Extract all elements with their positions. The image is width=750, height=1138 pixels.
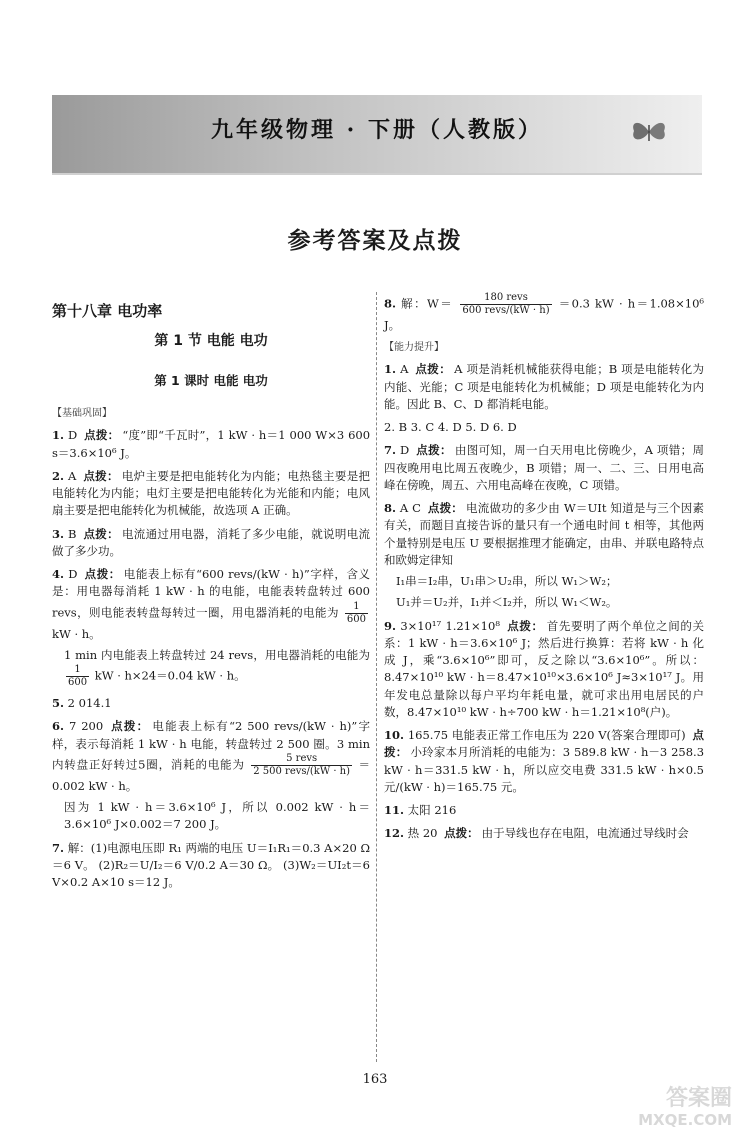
section-title: 第 1 节 电能 电功	[154, 332, 268, 349]
answer-item: 4. D 点拨： 电能表上标有“600 revs/(kW · h)”字样，含义是：用电器每消耗 1 kW · h 的电能，电能表转盘转过 600 revs，则电能表转盘每转过一圈，用电器消耗的电能为 $\frac{1}{600}$ kW · h。 1 min 内电能表上转盘转过 24 revs，用电器消耗的电能为 $\frac{1}{600}$ kW · h×24＝0.04 kW · h。	[52, 567, 371, 688]
answer-item: 8. 解：W＝ $\frac{\text{180 revs}}{\text{600 revs/(kW · h)}}$ ＝0.3 kW · h＝1.08×10⁶ J。	[384, 292, 704, 332]
answer-item: 8. A C 点拨： 电流做功的多少由 W＝UIt 知道是与三个因素有关，而题目直接告诉的量只有一个通电时间 t 相等，其他两个量特别是电压 U 要根据推理才能确定，由串、并联电路特点和欧姆定律知 I₁串＝I₂串，U₁串＞U₂串，所以 W₁＞W₂； U₁并＝U₂并，I₁并＜I₂并，所以 W₁＜W₂。	[384, 501, 705, 610]
answer-item: 7. D 点拨： 由图可知，周一白天用电比傍晚少，A 项错；周四夜晚用电比周五夜晚少，B 项错；周一、二、三、日用电高峰在傍晚，周五、六用电高峰在夜晚，C 项错。	[384, 443, 704, 492]
banner-title: 九年级物理 · 下册（人教版）	[211, 117, 543, 143]
answer-item: 10. 165.75 电能表正常工作电压为 220 V(答案合理即可) 点拨： 小玲家本月所消耗的电能为：3 589.8 kW · h－3 258.3 kW · h＝331.5 kW · h，所以应交电费 331.5 kW · h×0.5 元/(kW · h)＝165.75 元。	[384, 728, 705, 794]
fraction: $\frac{1}{600}$	[346, 600, 367, 625]
tag-advanced: 【能力提升】	[384, 342, 444, 354]
main-title: 参考答案及点拨	[287, 227, 463, 254]
chapter-title: 第十八章 电功率	[52, 302, 163, 320]
answer-item: 2. A 点拨： 电炉主要是把电能转化为内能；电热毯主要是把电能转化为内能；电灯主要是把电能转化为光能和内能；电风扇主要是把电能转化为机械能，故选项 A 正确。	[52, 468, 371, 518]
tag-basic: 【基础巩固】	[52, 408, 112, 420]
fraction: $\frac{1}{600}$	[68, 664, 88, 688]
fraction: $\frac{\text{180 revs}}{\text{600 revs/(kW · h)}}$	[462, 292, 550, 316]
lesson-title: 第 1 课时 电能 电功	[154, 372, 268, 388]
answer-item: 3. B 点拨： 电流通过用电器，消耗了多少电能，就说明电流做了多少功。	[52, 526, 371, 558]
watermark-logo: 答案圈 MXQE.COM	[638, 1086, 732, 1129]
column-divider	[376, 292, 377, 1062]
answer-item: 5. 2 014.1	[52, 696, 112, 710]
answer-item: 9. 3×10¹⁷ 1.21×10⁸ 点拨： 首先要明了两个单位之间的关系：1 kW · h＝3.6×10⁶ J；然后进行换算：若将 kW · h 化成 J，乘“3.6×10⁶”即可，反之除以“3.6×10⁶”。所以：8.47×10¹⁰ kW · h＝8.47×10¹⁰×3.6×10⁶ J≈3×10¹⁷ J。用年发电总量除以每户平均年耗电量，就可求出用电居民的户数，8.47×10¹⁰ kW · h÷700 kW · h＝1.21×10⁸(户)。	[384, 618, 705, 719]
fraction: $\frac{\text{5 revs}}{\text{2 500 revs/(kW · h)}}$	[253, 752, 351, 777]
right-column	[384, 292, 704, 849]
answer-item: 12. 热 20 点拨： 由于导线也存在电阻，电流通过导线时会	[384, 826, 689, 841]
answer-item: 1. A 点拨： A 项是消耗机械能获得电能；B 项是电能转化为内能、光能；C 项是电能转化为机械能；D 项是电能转化为内能。因此 B、C、D 都消耗电能。	[384, 362, 705, 411]
answer-item: 11. 太阳 216	[384, 803, 457, 817]
left-column	[52, 292, 370, 897]
answer-item: 7. 解：(1)电源电压即 R₁ 两端的电压 U＝I₁R₁＝0.3 A×20 Ω＝6 V。 (2)R₂＝U/I₂＝6 V/0.2 A＝30 Ω。 (3)W₂＝UI₂t＝6 V×0.2 A×10 s＝12 J。	[52, 840, 371, 889]
answer-item: 1. D 点拨： “度”即“千瓦时”，1 kW · h＝1 000 W×3 600 s＝3.6×10⁶ J。	[52, 428, 371, 460]
page-number: 163	[362, 1072, 388, 1087]
answer-item: 2. B 3. C 4. D 5. D 6. D	[384, 420, 517, 434]
moth-icon	[626, 117, 672, 147]
answer-item: 6. 7 200 点拨： 电能表上标有“2 500 revs/(kW · h)”字样，表示每消耗 1 kW · h 电能，转盘转过 2 500 圈。3 min 内转盘正好转过5圈，消耗的电能为 $\frac{\text{5 revs}}{\text{2 500 revs/(kW · h)}}$ ＝0.002 kW · h。 因为 1 kW · h＝3.6×10⁶ J，所以 0.002 kW · h＝3.6×10⁶ J×0.002＝7 200 J。	[52, 719, 371, 832]
header-banner	[52, 95, 702, 175]
